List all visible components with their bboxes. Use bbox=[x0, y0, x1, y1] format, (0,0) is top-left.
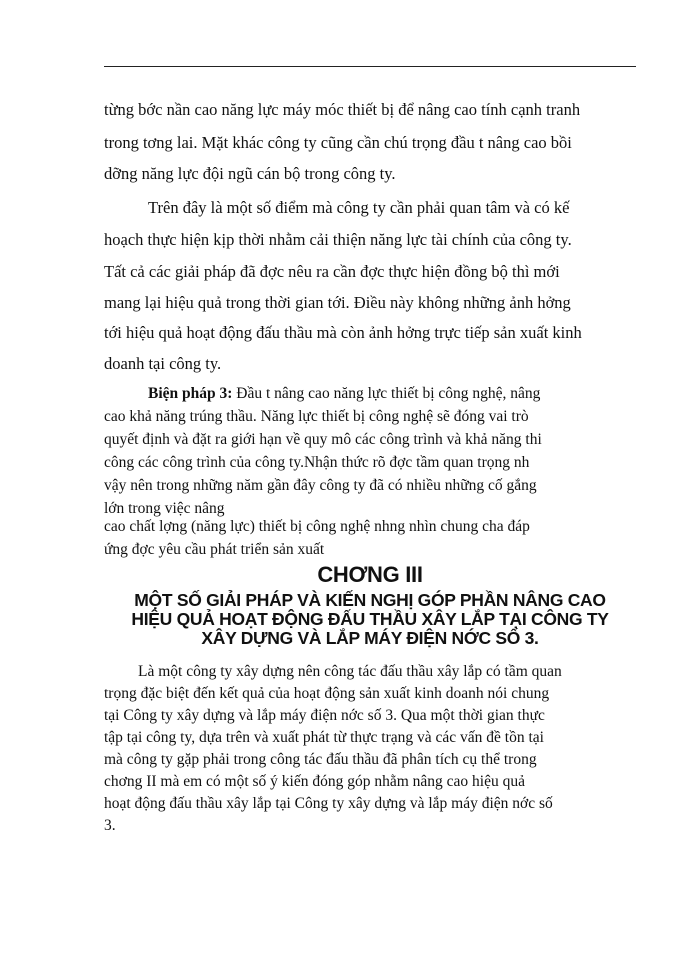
paragraph-3-line-5: vậy nên trong những năm gần đây công ty đã có nhiều những cố gắng bbox=[104, 477, 537, 494]
paragraph-2-line-2: hoạch thực hiện kịp thời nhằm cải thiện năng lực tài chính của công ty. bbox=[104, 230, 572, 249]
chapter-number: CHƠNG III bbox=[317, 562, 423, 587]
paragraph-3-line-7: cao chất lợng (năng lực) thiết bị công nghệ nhng nhìn chung cha đáp bbox=[104, 518, 530, 535]
chapter-title-line-3: XÂY DỰNG VÀ LẮP MÁY ĐIỆN NỚC SỐ 3. bbox=[201, 628, 539, 648]
paragraph-2-line-3: Tất cả các giải pháp đã đợc nêu ra cần đợc thực hiện đồng bộ thì mới bbox=[104, 262, 560, 281]
paragraph-2-line-4: mang lại hiệu quả trong thời gian tới. Điều này không những ảnh hởng bbox=[104, 293, 571, 312]
paragraph-2-line-6: doanh tại công ty. bbox=[104, 354, 222, 373]
paragraph-3-line-2: cao khả năng trúng thầu. Năng lực thiết bị công nghệ sẽ đóng vai trò bbox=[104, 408, 529, 425]
header-rule bbox=[104, 66, 636, 67]
paragraph-3-line-4: công các công trình của công ty.Nhận thức rõ đợc tầm quan trọng nh bbox=[104, 454, 530, 471]
paragraph-1-line-1: từng bớc nần cao năng lực máy móc thiết bị để nâng cao tính cạnh tranh bbox=[104, 100, 581, 119]
paragraph-1-line-3: dỡng năng lực đội ngũ cán bộ trong công ty. bbox=[104, 164, 396, 183]
paragraph-3-line-1-rest: Đầu t nâng cao năng lực thiết bị công nghệ, nâng bbox=[232, 385, 541, 402]
paragraph-3-line-8: ứng đợc yêu cầu phát triển sản xuất bbox=[104, 541, 325, 558]
paragraph-4-line-7: hoạt động đấu thầu xây lắp tại Công ty xây dựng và lắp máy điện nớc số bbox=[104, 795, 553, 812]
paragraph-2-line-1: Trên đây là một số điểm mà công ty cần phải quan tâm và có kế bbox=[148, 198, 570, 217]
paragraph-4-line-5: mà công ty gặp phải trong công tác đấu thầu đã phân tích cụ thể trong bbox=[104, 751, 537, 768]
paragraph-1-line-2: trong tơng lai. Mặt khác công ty cũng cần chú trọng đầu t nâng cao bồi bbox=[104, 133, 572, 152]
chapter-title-line-2: HIỆU QUẢ HOẠT ĐỘNG ĐẤU THẦU XÂY LẮP TẠI CÔNG TY bbox=[131, 609, 609, 629]
measure-3-label: Biện pháp 3: bbox=[148, 385, 233, 402]
chapter-title-line-1: MỘT SỐ GIẢI PHÁP VÀ KIẾN NGHỊ GÓP PHẦN NÂNG CAO bbox=[134, 590, 606, 610]
paragraph-2-line-5: tới hiệu quả hoạt động đấu thầu mà còn ảnh hởng trực tiếp sản xuất kinh bbox=[104, 323, 582, 342]
paragraph-4-line-8: 3. bbox=[104, 817, 116, 834]
paragraph-3-line-3: quyết định và đặt ra giới hạn về quy mô các công trình và khả năng thi bbox=[104, 431, 542, 448]
paragraph-3-line-1 bbox=[148, 385, 540, 403]
paragraph-4-line-4: tập tại công ty, dựa trên và xuất phát từ thực trạng và các vấn đề tồn tại bbox=[104, 729, 544, 746]
paragraph-4-line-2: trọng đặc biệt đến kết quả của hoạt động sản xuất kinh doanh nói chung bbox=[104, 685, 550, 702]
paragraph-4-line-1: Là một công ty xây dựng nên công tác đấu thầu xây lắp có tầm quan bbox=[138, 663, 562, 680]
paragraph-4-line-6: chơng II mà em có một số ý kiến đóng góp nhằm nâng cao hiệu quả bbox=[104, 773, 525, 790]
paragraph-3-line-6: lớn trong việc nâng bbox=[104, 500, 225, 517]
paragraph-4-line-3: tại Công ty xây dựng và lắp máy điện nớc số 3. Qua một thời gian thực bbox=[104, 707, 545, 724]
